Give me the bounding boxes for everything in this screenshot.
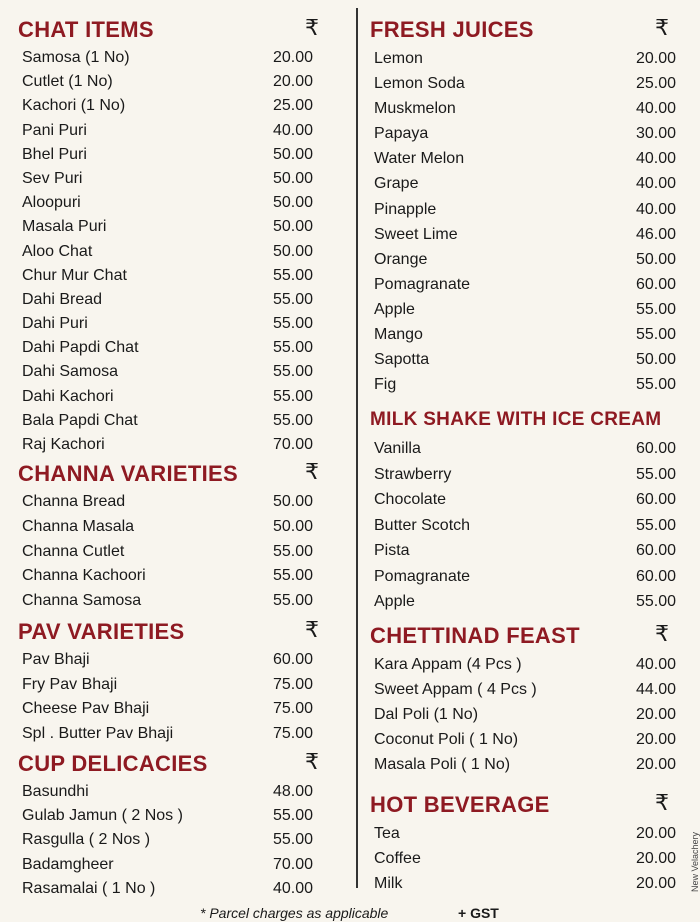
item-price: 55.00 bbox=[636, 300, 677, 318]
column-divider bbox=[356, 8, 358, 888]
item-name: Channa Masala bbox=[22, 517, 135, 535]
item-price: 25.00 bbox=[636, 75, 677, 93]
rupee-icon: ₹ bbox=[305, 749, 319, 774]
menu-item bbox=[18, 589, 338, 614]
menu-item bbox=[18, 143, 338, 167]
item-price: 48.00 bbox=[273, 783, 314, 800]
section-title: CHETTINAD FEAST bbox=[370, 623, 580, 648]
item-name: Pinapple bbox=[374, 200, 437, 218]
menu-item bbox=[18, 564, 338, 589]
item-name: Gulab Jamun ( 2 Nos ) bbox=[22, 807, 183, 825]
menu-item bbox=[18, 722, 338, 747]
item-name: Aloopuri bbox=[22, 194, 81, 212]
item-name: Badamgheer bbox=[22, 855, 114, 873]
item-price: 55.00 bbox=[636, 326, 677, 344]
item-price: 20.00 bbox=[273, 73, 314, 91]
item-name: Channa Samosa bbox=[22, 592, 142, 610]
item-name: Lemon bbox=[374, 50, 423, 67]
menu-item bbox=[370, 297, 688, 322]
item-name: Channa Kachoori bbox=[22, 567, 146, 585]
section-chat-items bbox=[18, 16, 338, 457]
menu-item bbox=[370, 564, 688, 590]
item-price: 44.00 bbox=[636, 681, 677, 699]
menu-item bbox=[18, 119, 338, 143]
footer bbox=[0, 905, 700, 922]
item-name: Fig bbox=[374, 376, 397, 394]
menu-item bbox=[18, 877, 338, 901]
item-price: 55.00 bbox=[273, 387, 314, 405]
item-name: Pani Puri bbox=[22, 121, 87, 139]
menu-item bbox=[370, 347, 688, 372]
item-price: 40.00 bbox=[636, 175, 677, 193]
item-name: Chur Mur Chat bbox=[22, 266, 127, 284]
item-name: Orange bbox=[374, 250, 428, 268]
item-name: Cutlet (1 No) bbox=[22, 73, 113, 91]
menu-item bbox=[18, 46, 338, 70]
item-name: Tea bbox=[374, 825, 400, 842]
menu-item bbox=[370, 171, 688, 196]
menu-item bbox=[18, 240, 338, 264]
item-name: Chocolate bbox=[374, 491, 447, 508]
section-hot-beverage bbox=[370, 791, 688, 896]
item-price: 60.00 bbox=[273, 651, 314, 668]
item-price: 20.00 bbox=[273, 49, 314, 66]
item-name: Masala Puri bbox=[22, 218, 107, 236]
menu-item bbox=[18, 673, 338, 698]
menu-item bbox=[18, 780, 338, 804]
item-name: Spl . Butter Pav Bhaji bbox=[22, 724, 174, 742]
item-price: 60.00 bbox=[636, 275, 677, 293]
item-name: Bhel Puri bbox=[22, 145, 87, 163]
menu-item bbox=[370, 462, 688, 488]
menu-item bbox=[18, 288, 338, 312]
item-price: 55.00 bbox=[636, 465, 677, 483]
menu-item bbox=[370, 272, 688, 297]
item-name: Dahi Samosa bbox=[22, 363, 119, 381]
item-name: Coconut Poli ( 1 No) bbox=[374, 731, 519, 749]
item-price: 60.00 bbox=[636, 440, 677, 457]
item-price: 20.00 bbox=[636, 875, 677, 892]
menu-item bbox=[370, 436, 688, 462]
gst-note: + GST bbox=[458, 905, 499, 921]
item-name: Aloo Chat bbox=[22, 242, 93, 260]
item-name: Pista bbox=[374, 542, 410, 559]
menu-item bbox=[18, 853, 338, 877]
menu-item bbox=[370, 846, 688, 871]
item-price: 20.00 bbox=[636, 731, 677, 749]
item-price: 70.00 bbox=[273, 436, 314, 453]
item-price: 50.00 bbox=[273, 517, 314, 535]
menu-item bbox=[18, 167, 338, 191]
section-cup-delicacies bbox=[18, 750, 338, 901]
item-price: 20.00 bbox=[636, 850, 677, 867]
item-name: Masala Poli ( 1 No) bbox=[374, 756, 511, 774]
item-name: Kara Appam (4 Pcs ) bbox=[374, 656, 522, 673]
menu-item bbox=[370, 677, 688, 702]
menu-item bbox=[18, 264, 338, 288]
section-header bbox=[18, 618, 338, 648]
item-name: Pomagranate bbox=[374, 567, 471, 585]
menu-item bbox=[370, 121, 688, 146]
section-title: CHANNA VARIETIES bbox=[18, 461, 238, 486]
section-title: CUP DELICACIES bbox=[18, 751, 208, 776]
parcel-note: * Parcel charges as applicable bbox=[200, 905, 389, 921]
item-price: 60.00 bbox=[636, 491, 677, 508]
item-price: 40.00 bbox=[273, 879, 314, 897]
rupee-icon: ₹ bbox=[305, 617, 319, 642]
item-name: Rasamalai ( 1 No ) bbox=[22, 879, 156, 897]
section-title: PAV VARIETIES bbox=[18, 619, 185, 644]
item-price: 20.00 bbox=[636, 706, 677, 724]
item-name: Sapotta bbox=[374, 351, 430, 369]
section-header bbox=[370, 622, 688, 652]
section-header bbox=[370, 791, 688, 821]
section-channa-varieties bbox=[18, 460, 338, 614]
rupee-icon: ₹ bbox=[655, 621, 669, 646]
menu-item bbox=[370, 652, 688, 677]
item-price: 60.00 bbox=[636, 542, 677, 559]
section-header bbox=[370, 406, 688, 436]
item-name: Strawberry bbox=[374, 465, 452, 483]
section-header bbox=[18, 750, 338, 780]
rupee-icon: ₹ bbox=[655, 790, 669, 815]
item-price: 55.00 bbox=[273, 290, 314, 308]
item-name: Bala Papdi Chat bbox=[22, 411, 138, 429]
item-price: 55.00 bbox=[273, 339, 314, 357]
menu-item bbox=[370, 46, 688, 71]
item-price: 40.00 bbox=[273, 121, 314, 139]
rupee-icon: ₹ bbox=[305, 15, 319, 40]
item-price: 25.00 bbox=[273, 97, 314, 115]
item-price: 55.00 bbox=[273, 411, 314, 429]
item-price: 55.00 bbox=[273, 315, 314, 333]
menu-item bbox=[18, 360, 338, 384]
menu-item bbox=[18, 215, 338, 239]
menu-item bbox=[370, 727, 688, 752]
item-price: 50.00 bbox=[273, 493, 314, 510]
rupee-icon: ₹ bbox=[305, 459, 319, 484]
menu-item bbox=[18, 336, 338, 360]
item-price: 20.00 bbox=[636, 756, 677, 774]
item-name: Raj Kachori bbox=[22, 436, 105, 453]
item-name: Sweet Appam ( 4 Pcs ) bbox=[374, 681, 537, 699]
item-name: Dahi Puri bbox=[22, 315, 88, 333]
menu-item bbox=[18, 409, 338, 433]
item-name: Apple bbox=[374, 593, 415, 610]
item-name: Basundhi bbox=[22, 783, 89, 800]
section-chettinad-feast bbox=[370, 622, 688, 777]
menu-item bbox=[18, 385, 338, 409]
item-price: 75.00 bbox=[273, 675, 314, 693]
item-price: 55.00 bbox=[273, 542, 314, 560]
section-title: CHAT ITEMS bbox=[18, 17, 154, 42]
item-name: Apple bbox=[374, 300, 415, 318]
menu-item bbox=[18, 828, 338, 852]
menu-item bbox=[18, 70, 338, 94]
item-price: 55.00 bbox=[636, 516, 677, 534]
item-name: Sweet Lime bbox=[374, 225, 458, 243]
item-price: 55.00 bbox=[273, 592, 314, 610]
menu-item bbox=[370, 702, 688, 727]
item-name: Pav Bhaji bbox=[22, 651, 90, 668]
section-pav-varieties bbox=[18, 618, 338, 746]
menu-item bbox=[370, 322, 688, 347]
menu-item bbox=[370, 752, 688, 777]
item-price: 40.00 bbox=[636, 150, 677, 168]
section-title: MILK SHAKE WITH ICE CREAM bbox=[370, 409, 662, 430]
menu-item bbox=[370, 821, 688, 846]
item-price: 50.00 bbox=[273, 218, 314, 236]
menu-item bbox=[370, 96, 688, 121]
item-name: Dahi Bread bbox=[22, 290, 103, 308]
menu-item bbox=[370, 71, 688, 96]
menu-item bbox=[18, 490, 338, 515]
item-price: 20.00 bbox=[636, 825, 677, 842]
section-fresh-juices bbox=[370, 16, 688, 397]
item-name: Sev Puri bbox=[22, 169, 83, 187]
item-name: Dahi Kachori bbox=[22, 387, 114, 405]
menu-item bbox=[18, 191, 338, 215]
item-price: 55.00 bbox=[273, 567, 314, 585]
item-name: Channa Cutlet bbox=[22, 542, 125, 560]
section-title: FRESH JUICES bbox=[370, 17, 534, 42]
item-price: 50.00 bbox=[273, 194, 314, 212]
item-price: 40.00 bbox=[636, 100, 677, 118]
item-name: Coffee bbox=[374, 850, 421, 867]
item-name: Kachori (1 No) bbox=[22, 97, 126, 115]
item-price: 50.00 bbox=[636, 351, 677, 369]
side-text: New Velachery bbox=[690, 831, 700, 892]
menu-item bbox=[370, 372, 688, 397]
item-price: 55.00 bbox=[273, 363, 314, 381]
item-name: Dal Poli (1 No) bbox=[374, 706, 479, 724]
item-name: Grape bbox=[374, 175, 419, 193]
item-name: Lemon Soda bbox=[374, 75, 465, 93]
item-price: 55.00 bbox=[636, 376, 677, 394]
item-price: 40.00 bbox=[636, 200, 677, 218]
menu-item bbox=[18, 515, 338, 540]
menu-item bbox=[18, 433, 338, 457]
item-price: 55.00 bbox=[636, 593, 677, 610]
item-name: Butter Scotch bbox=[374, 516, 471, 534]
menu-item bbox=[370, 247, 688, 272]
menu-item bbox=[370, 513, 688, 539]
menu-item bbox=[370, 589, 688, 615]
item-price: 60.00 bbox=[636, 567, 677, 585]
item-name: Muskmelon bbox=[374, 100, 456, 118]
item-name: Milk bbox=[374, 875, 403, 892]
item-price: 50.00 bbox=[273, 145, 314, 163]
menu-item bbox=[370, 146, 688, 171]
item-price: 55.00 bbox=[273, 266, 314, 284]
item-name: Vanilla bbox=[374, 440, 421, 457]
item-name: Mango bbox=[374, 326, 423, 344]
item-price: 46.00 bbox=[636, 225, 677, 243]
menu-item bbox=[370, 222, 688, 247]
item-price: 30.00 bbox=[636, 125, 677, 143]
item-name: Pomagranate bbox=[374, 275, 471, 293]
menu-item bbox=[18, 804, 338, 828]
item-name: Channa Bread bbox=[22, 493, 126, 510]
menu-item bbox=[370, 538, 688, 564]
menu-item bbox=[18, 312, 338, 336]
menu-item bbox=[18, 648, 338, 673]
item-price: 70.00 bbox=[273, 855, 314, 873]
menu-item bbox=[18, 540, 338, 565]
item-name: Rasgulla ( 2 Nos ) bbox=[22, 831, 151, 849]
item-name: Water Melon bbox=[374, 150, 465, 168]
menu-item bbox=[370, 197, 688, 222]
item-name: Cheese Pav Bhaji bbox=[22, 700, 150, 718]
item-price: 50.00 bbox=[636, 250, 677, 268]
item-name: Dahi Papdi Chat bbox=[22, 339, 139, 357]
menu-item bbox=[18, 697, 338, 722]
item-price: 40.00 bbox=[636, 656, 677, 673]
menu-item bbox=[370, 487, 688, 513]
item-price: 55.00 bbox=[273, 831, 314, 849]
item-name: Fry Pav Bhaji bbox=[22, 675, 118, 693]
section-header bbox=[18, 460, 338, 490]
item-name: Papaya bbox=[374, 125, 429, 143]
item-price: 50.00 bbox=[273, 242, 314, 260]
menu-item bbox=[18, 94, 338, 118]
item-price: 20.00 bbox=[636, 50, 677, 67]
section-milk-shake bbox=[370, 406, 688, 615]
item-price: 75.00 bbox=[273, 700, 314, 718]
item-price: 75.00 bbox=[273, 724, 314, 742]
rupee-icon: ₹ bbox=[655, 15, 669, 40]
menu-item bbox=[370, 871, 688, 896]
item-name: Samosa (1 No) bbox=[22, 49, 130, 66]
section-title: HOT BEVERAGE bbox=[370, 792, 550, 817]
section-header bbox=[370, 16, 688, 46]
section-header bbox=[18, 16, 338, 46]
item-price: 50.00 bbox=[273, 169, 314, 187]
item-price: 55.00 bbox=[273, 807, 314, 825]
